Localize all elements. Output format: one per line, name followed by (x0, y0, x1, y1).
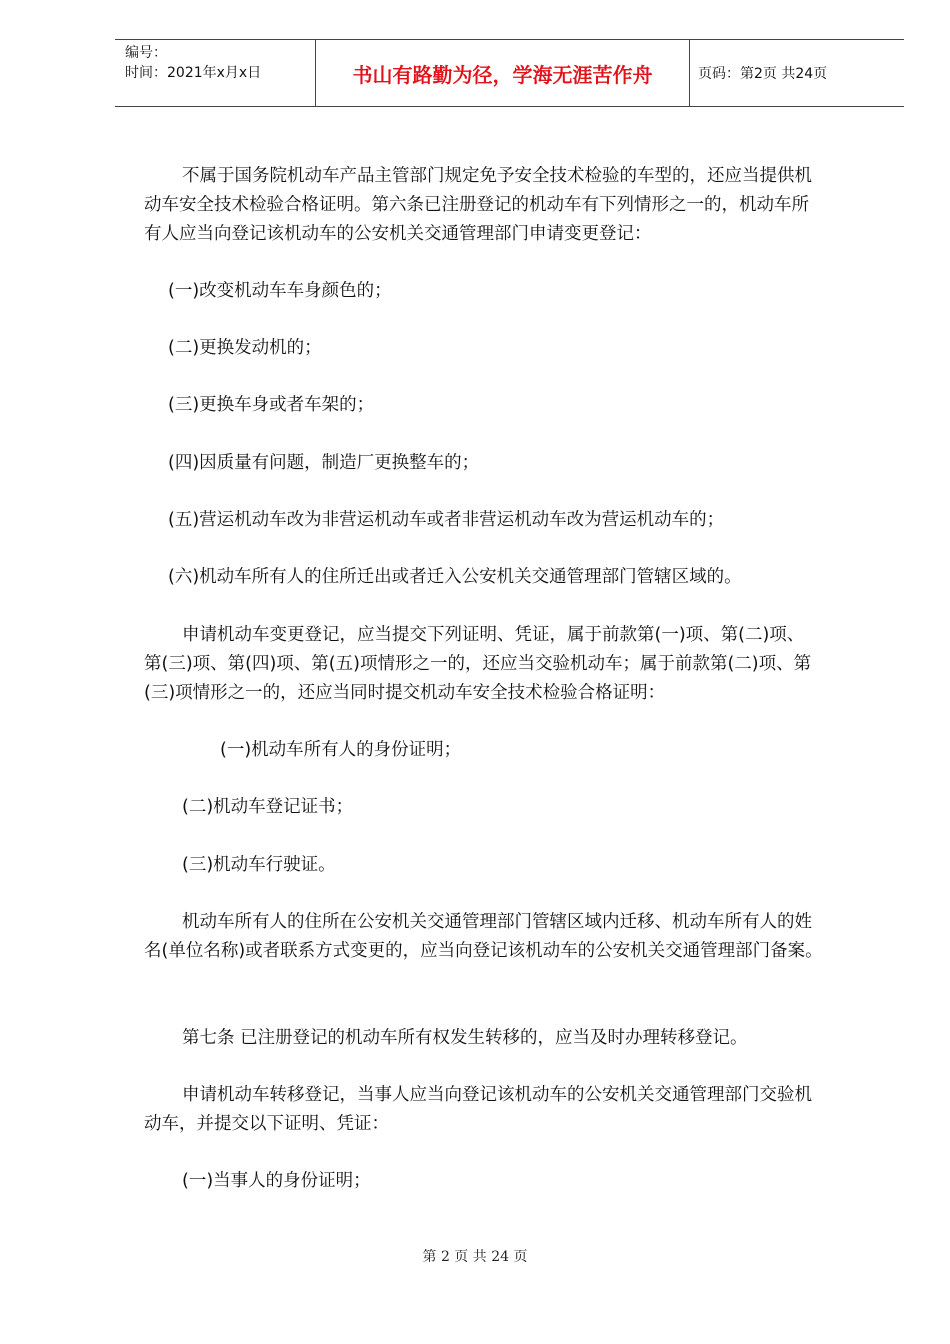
document-date: 时间：2021年x月x日 (125, 65, 262, 81)
page-footer: 第 2 页 共 24 页 (422, 1249, 528, 1265)
paragraph-line: 有人应当向登记该机动车的公安机关交通管理部门申请变更登记： (144, 224, 652, 244)
paragraph-line: 不属于国务院机动车产品主管部门规定免予安全技术检验的车型的，还应当提供机 (182, 166, 812, 186)
paragraph-line: 申请机动车转移登记，当事人应当向登记该机动车的公安机关交通管理部门交验机 (182, 1085, 812, 1105)
header-motto: 书山有路勤为径，学海无涯苦作舟 (352, 62, 653, 87)
header-page-cell (690, 40, 904, 106)
list-item: (五)营运机动车改为非营运机动车或者非营运机动车改为营运机动车的； (168, 510, 725, 530)
list-item: (三)更换车身或者车架的； (168, 395, 375, 415)
list-item: (三)机动车行驶证。 (182, 855, 336, 875)
article-heading-line: 第七条 已注册登记的机动车所有权发生转移的，应当及时办理转移登记。 (182, 1028, 748, 1048)
list-item: (一)改变机动车车身颜色的； (168, 281, 392, 301)
list-item: (一)机动车所有人的身份证明； (220, 740, 462, 760)
list-item: (二)更换发动机的； (168, 338, 322, 358)
header-page-info: 页码：第2页 共24页 (698, 66, 828, 82)
list-item: (一)当事人的身份证明； (182, 1171, 371, 1191)
paragraph-line: 名(单位名称)或者联系方式变更的，应当向登记该机动车的公安机关交通管理部门备案。 (144, 941, 823, 961)
paragraph-line: 动车，并提交以下证明、凭证： (144, 1114, 389, 1134)
list-item: (二)机动车登记证书； (182, 797, 354, 817)
header-meta (115, 40, 316, 106)
paragraph-line: 第(三)项、第(四)项、第(五)项情形之一的，还应当交验机动车；属于前款第(二)项、第 (144, 654, 812, 674)
paragraph-line: 机动车所有人的住所在公安机关交通管理部门管辖区域内迁移、机动车所有人的姓 (182, 912, 812, 932)
header-motto-cell (316, 40, 690, 106)
list-item: (六)机动车所有人的住所迁出或者迁入公安机关交通管理部门管辖区域的。 (168, 567, 742, 587)
list-item: (四)因质量有问题，制造厂更换整车的； (168, 453, 480, 473)
document-header (115, 39, 904, 107)
document-number: 编号： (125, 45, 167, 61)
paragraph-line: (三)项情形之一的，还应当同时提交机动车安全技术检验合格证明： (144, 683, 666, 703)
paragraph-line: 申请机动车变更登记，应当提交下列证明、凭证，属于前款第(一)项、第(二)项、 (182, 625, 805, 645)
paragraph-line: 动车安全技术检验合格证明。第六条已注册登记的机动车有下列情形之一的，机动车所 (144, 195, 809, 215)
